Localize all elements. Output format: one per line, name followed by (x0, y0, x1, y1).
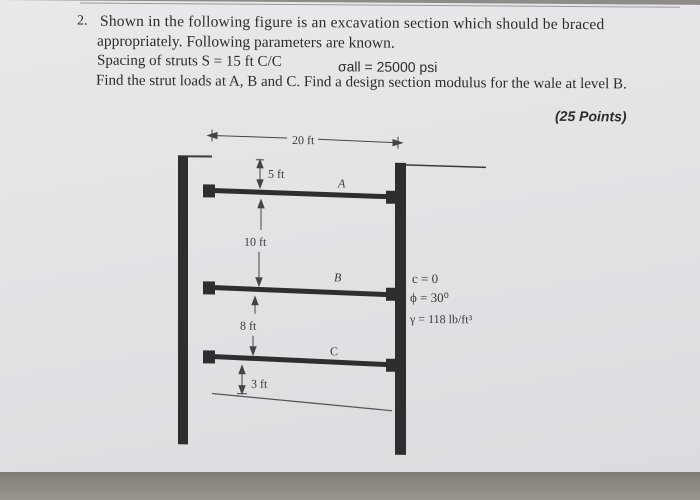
ground-right (405, 165, 486, 168)
problem-line-1: Shown in the following figure is an excavation section which should be braced (100, 12, 605, 34)
desk-background (0, 472, 700, 500)
left-sheet-pile (178, 156, 188, 444)
strut-label-B: B (334, 270, 342, 285)
points-label: (25 Points) (555, 107, 627, 125)
right-sheet-pile (395, 163, 406, 455)
soil-cohesion: c = 0 (412, 270, 439, 287)
dim-label-8ft: 8 ft (240, 318, 257, 333)
strut-label-A: A (338, 176, 346, 191)
dim-label-10ft: 10 ft (244, 234, 267, 249)
dim-label-3ft: 3 ft (251, 376, 268, 391)
strut-C (203, 350, 398, 371)
soil-friction-angle: ϕ = 30⁰ (410, 289, 449, 306)
strut-label-C: C (330, 344, 339, 359)
problem-question: Find the strut loads at A, B and C. Find a design section modulus for the wale at level B. (96, 72, 627, 93)
strut-spacing: Spacing of struts S = 15 ft C/C (97, 52, 282, 70)
strut-B (203, 281, 398, 300)
question-number: 2. (77, 13, 88, 29)
problem-line-2: appropriately. Following parameters are known. (97, 32, 395, 52)
width-label: 20 ft (292, 133, 315, 148)
strut-A (203, 184, 398, 203)
dim-label-5ft: 5 ft (268, 166, 285, 181)
excavation-bottom (212, 393, 392, 410)
allowable-stress: σall = 25000 psi (338, 58, 438, 76)
soil-unit-weight: γ = 118 lb/ft³ (410, 311, 473, 327)
